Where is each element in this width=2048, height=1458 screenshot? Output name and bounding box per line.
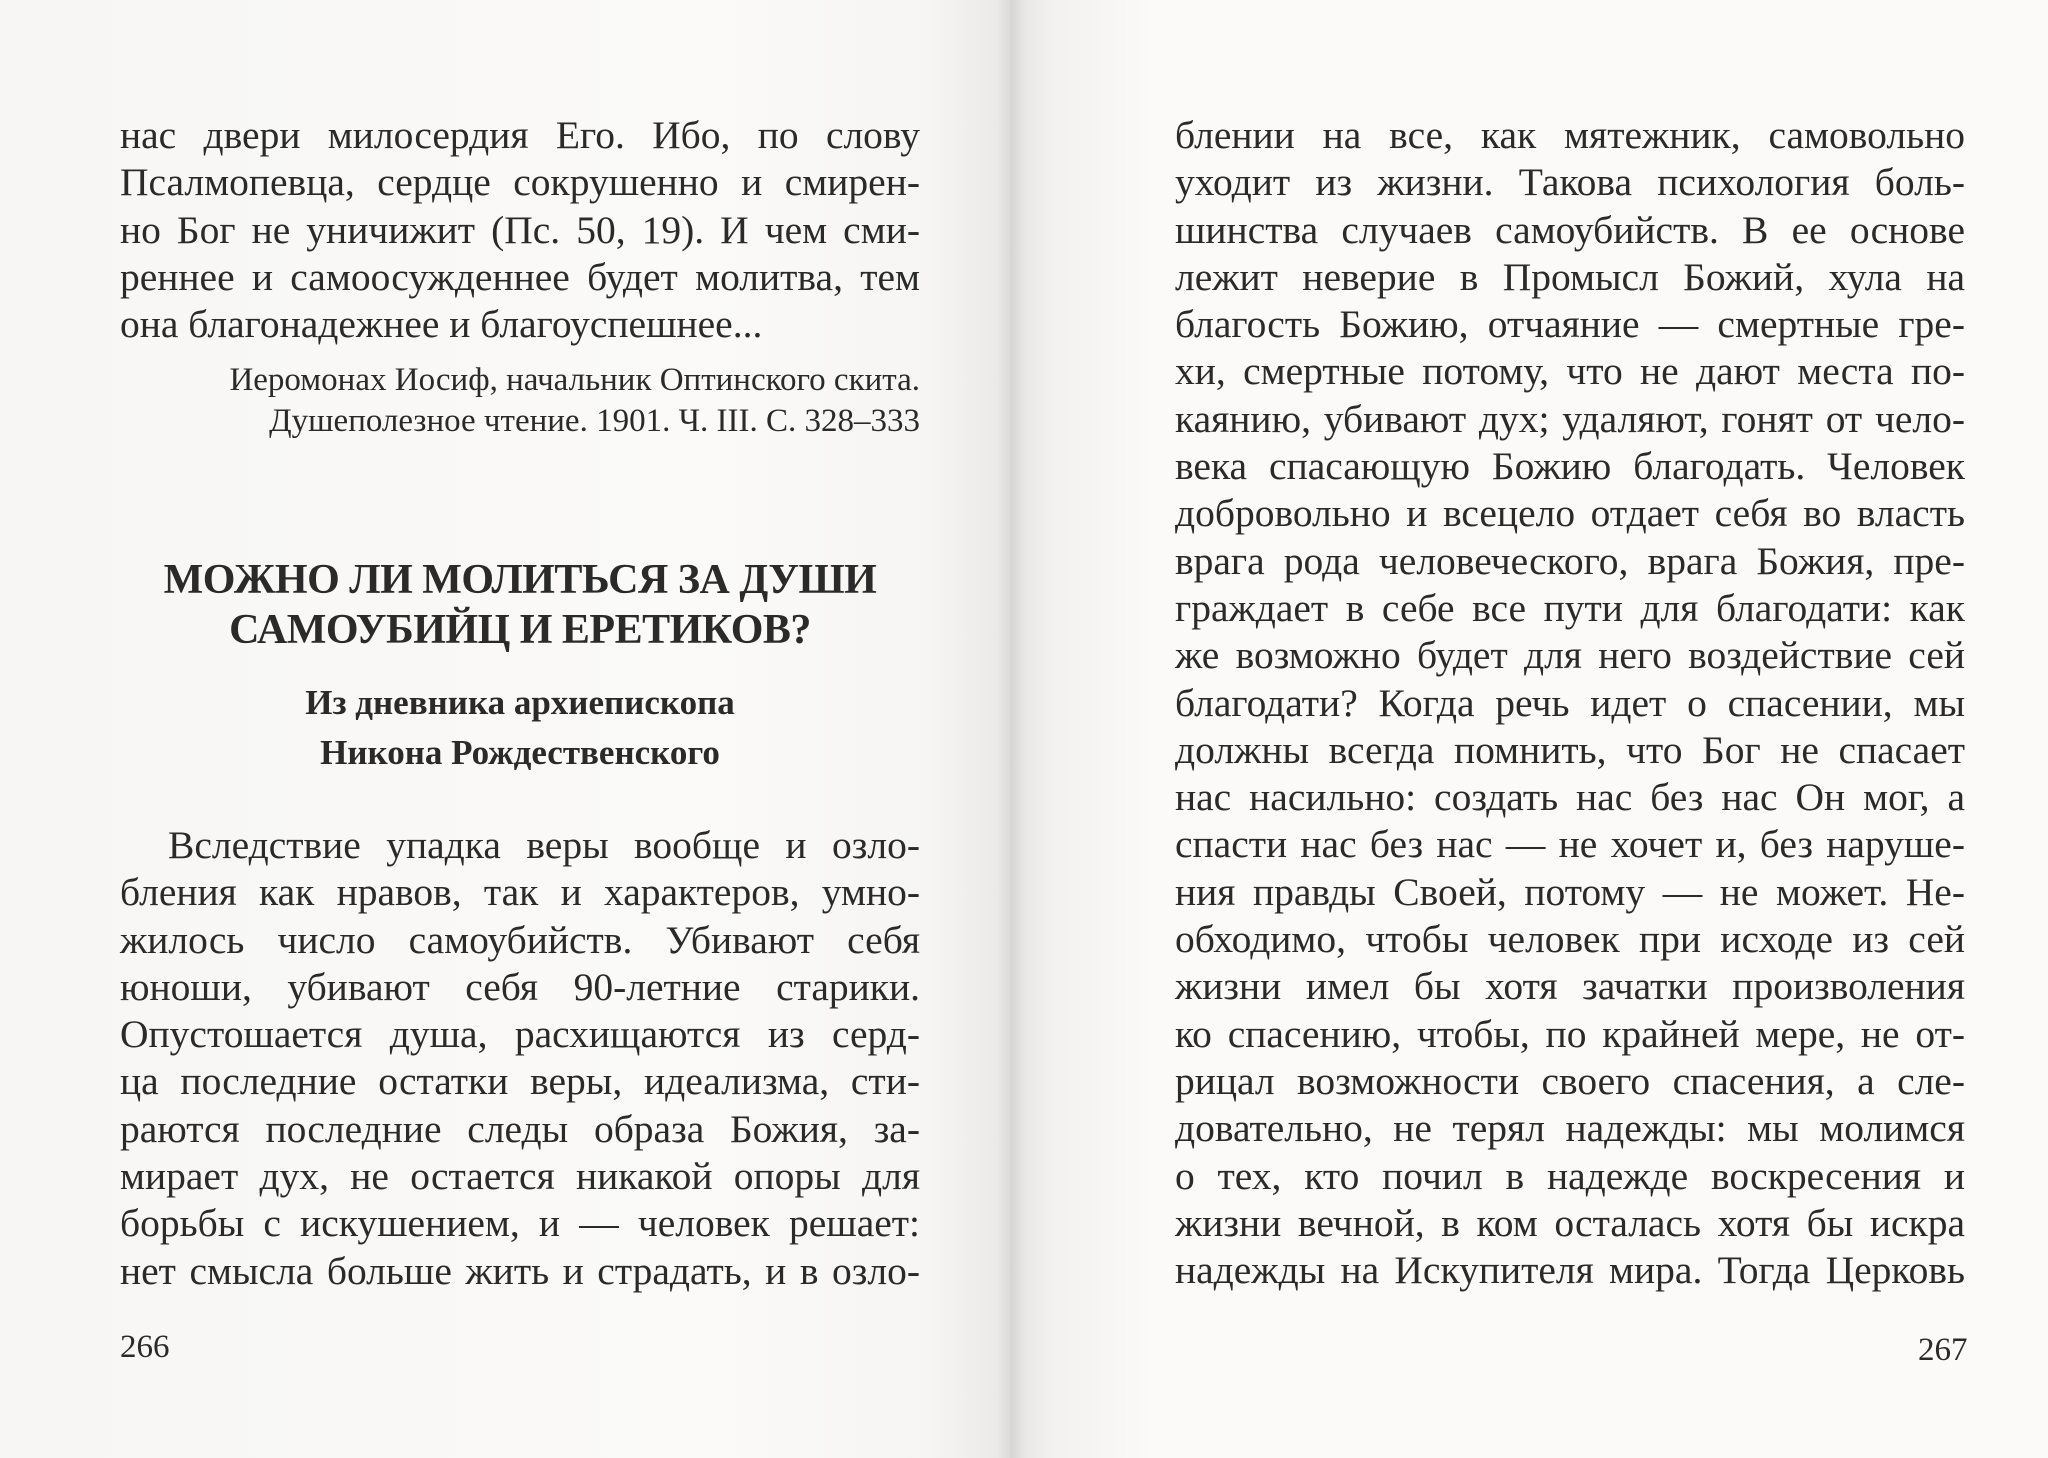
text-line: нет смысла больше жить и страдать, и в озло- [120, 1248, 920, 1293]
text-line: нас двери милосердия Его. Ибо, по слову [120, 113, 920, 157]
attribution-line: Душеполезное чтение. 1901. Ч. III. С. 328–333 [269, 403, 920, 439]
text-line: ния правды Своей, потому — не может. Не- [1175, 869, 1965, 914]
text-line: бления как нравов, так и характеров, умно- [120, 870, 920, 915]
text-line: добровольно и всецело отдает себя во власть [1175, 491, 1965, 536]
text-line: уходит из жизни. Такова психология боль- [1175, 160, 1965, 205]
text-line: каянию, убивают дух; удаляют, гонят от чело- [1175, 396, 1965, 441]
text-line: врага рода человеческого, врага Божия, пре- [1175, 538, 1965, 583]
text-line: жизни имел бы хотя зачатки произволения [1175, 964, 1965, 1009]
text-line: блении на все, как мятежник, самовольно [1175, 113, 1965, 157]
text-line: раются последние следы образа Божия, за- [120, 1106, 920, 1151]
left-top-paragraph [120, 112, 920, 348]
text-line: обходимо, чтобы человек при исходе из сей [1175, 917, 1965, 962]
text-line: борьбы с искушением, и — человек решает: [120, 1201, 920, 1246]
text-line: жизни вечной, в ком осталась хотя бы искра [1175, 1200, 1965, 1245]
subheading-line: Из дневника архиепископа [305, 683, 735, 722]
text-line: мирает дух, не остается никакой опоры для [120, 1154, 920, 1199]
source-attribution [120, 360, 920, 442]
book-gutter-shadow [996, 0, 1026, 1458]
text-line: довательно, не терял надежды: мы молимся [1175, 1106, 1965, 1151]
text-line: о тех, кто почил в надежде воскресения и [1175, 1153, 1965, 1198]
text-line: ко спасению, чтобы, по крайней мере, не от- [1175, 1011, 1965, 1056]
text-line: но Бог не уничижит (Пс. 50, 19). И чем сми- [120, 207, 920, 252]
text-line: века спасающую Божию благодать. Человек [1175, 444, 1965, 489]
text-line: благодати? Когда речь идет о спасении, мы [1175, 680, 1965, 725]
text-line: Вследствие упадка веры вообще и озло- [168, 823, 920, 867]
section-subheading [120, 678, 920, 778]
subheading-line: Никона Рождественского [320, 733, 720, 772]
text-line: она благонадежнее и благоуспешнее... [120, 302, 763, 347]
text-line: жилось число самоубийств. Убивают себя [120, 917, 920, 962]
text-line: рицал возможности своего спасения, а сле- [1175, 1058, 1965, 1103]
text-line: благость Божию, отчаяние — смертные гре- [1175, 302, 1965, 347]
page-number-left: 266 [120, 1329, 170, 1365]
text-line: нас насильно: создать нас без нас Он мог, а [1175, 775, 1965, 820]
text-line: ца последние остатки веры, идеализма, сти- [120, 1059, 920, 1104]
page-number-right: 267 [1918, 1332, 1968, 1368]
text-line: шинства случаев самоубийств. В ее основе [1175, 207, 1965, 252]
text-line: спасти нас без нас — не хочет и, без наруше- [1175, 822, 1965, 867]
right-body-paragraph [1175, 112, 1965, 1294]
text-line: юноши, убивают себя 90-летние старики. [120, 964, 920, 1009]
text-line: Псалмопевца, сердце сокрушенно и смирен- [120, 160, 920, 205]
attribution-line: Иеромонах Иосиф, начальник Оптинского скита. [229, 362, 920, 398]
heading-line: САМОУБИЙЦ И ЕРЕТИКОВ? [229, 607, 811, 653]
left-page [0, 0, 1010, 1458]
text-line: Опустошается душа, расхищаются из серд- [120, 1012, 920, 1057]
text-line: реннее и самоосужденнее будет молитва, тем [120, 254, 920, 299]
text-line: должны всегда помнить, что Бог не спасает [1175, 727, 1965, 772]
text-line: надежды на Искупителя мира. Тогда Церковь [1175, 1248, 1965, 1293]
right-page [1010, 0, 2048, 1458]
text-line: хи, смертные потому, что не дают места по- [1175, 349, 1965, 394]
text-line: граждает в себе все пути для благодати: как [1175, 585, 1965, 630]
text-line: же возможно будет для него воздействие сей [1175, 633, 1965, 678]
heading-line: МОЖНО ЛИ МОЛИТЬСЯ ЗА ДУШИ [163, 557, 877, 603]
left-body-paragraph [120, 822, 920, 1295]
section-heading [120, 555, 920, 655]
text-line: лежит неверие в Промысл Божий, хула на [1175, 254, 1965, 299]
